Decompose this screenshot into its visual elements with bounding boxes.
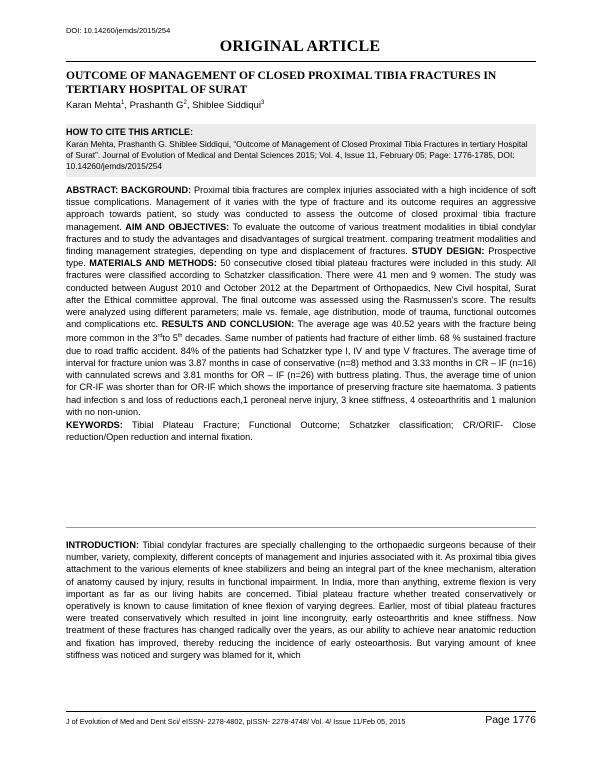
author-list: Karan Mehta$^1$, Prashanth $G^2$, Shiblee Siddiqui$^3$ [66,100,265,112]
design-label: STUDY DESIGN: [411,246,485,257]
background-text: Proximal tibia fractures are complex injuries associated with a high incidence of soft tissue complications. Management of it varies with the type of fracture and its outcome requires an aggressive approach towards patient, so study was conducted to assess the outcome of closed proximal tibia fracture management. [66,185,536,232]
author-affiliation-mark: 1 [120,100,125,106]
author-name: Prashanth G [129,100,184,112]
abstract-label: ABSTRACT: [66,185,119,195]
methods-label: MATERIALS AND METHODS: [89,258,217,269]
article-title: OUTCOME OF MANAGEMENT OF CLOSED PROXIMAL TIBIA FRACTURES IN TERTIARY HOSPITAL OF SURAT [66,69,497,96]
author-affiliation-mark: 3 [261,100,265,106]
article-type-heading: ORIGINAL ARTICLE [219,38,381,55]
keywords-block [66,419,536,443]
introduction [66,539,536,661]
results-text: decades. Same number of patients had fracture of either limb. 68 % sustained fracture due to road traffic accident. 84% of the patients had Schatzker type I, IV and type V fractures. The average time of interval for fracture union was 3.87 months in case of conservative (n=8) method and 3.33 months in CR – IF (n=16) with cannulated screws and 3.81 months for OR – IF (n=26) with buttress plating. Thus, the average time of union for CR-IF was shorter than for OR-IF which shows the importance of preserving fracture site haematoma. 3 patients had infection s and loss of reductions each,1 peroneal nerve injury, 3 knee stiffness, 4 osteoarthritis and 1 malunion with no non-union. [66,333,536,417]
footer-divider [66,711,536,712]
aims-label: AIM AND OBJECTIVES: [125,221,230,232]
introduction-text: Tibial condylar fractures are specially challenging to the orthopaedic surgeons because of their number, variety, complexity, different concepts of management and injuries associated with it. As proximal tibia gives attachment to the various elements of knee stabilizers and being an integral part of the knee mechanism, alteration of anatomy caused by injury, results in functional impairment. In India, more than anything, extreme flexion is very important as far as our living habits are concerned. Tibial plateau fracture whether treated conservatively or operatively is known to cause limitation of knee flexion of varying degrees. Earlier, most of tibial plateau fractures were treated conservatively which resulted in joint line incongruity, early osteoarthritis and knee stiffness. Now treatment of these fractures has changed radically over the years, as our ability to achieve near anatomic reduction and fixation has improved, thereby reducing the incidence of early osteoarthosis. But varying amount of knee stiffness was noticed and surgery was blamed for it, which [66,540,536,660]
citation-text: Karan Mehta, Prashanth G. Shiblee Siddiqui, “Outcome of Management of Closed Proximal Tibia Fractures in tertiary Hospital of Surat”. Journal of Evolution of Medical and Dental Sciences 2015; Vol. 4, Issue 11, February 05; Page: 1776-1785, DOI: 10.14260/jemds/2015/254 [66,139,528,172]
aims-text: To evaluate the outcome of various treatment modalities in tibial condylar fractures and to study the advantages and disadvantages of surgical treatment. comparing treatment modalities and finding management strategies, depending on type and displacement of fractures. [66,221,536,257]
doi-label: DOI: 10.14260/jemds/2015/254 [66,26,171,35]
header-divider [66,61,536,62]
abstract [66,184,536,443]
results-text: to 5 [162,333,178,344]
section-divider [66,527,536,528]
introduction-label: INTRODUCTION: [66,540,139,550]
superscript: th [177,333,183,340]
journal-footer: J of Evolution of Med and Dent Sci/ eISSN- 2278-4802, pISSN- 2278-4748/ Vol. 4/ Issue 11/Feb 05, 2015 [66,717,406,726]
methods-text: 50 consecutive closed tibial plateau fractures were included in this study. All fractures were classified according to Schatzker classification. There were 41 men and 9 women. The study was conducted between August 2010 and October 2012 at the Department of Orthopaedics, New Civil hospital, Surat after the Ethical committee approval. The final outcome was assessed using the Rasmussen's score. The results were analyzed using different parameters; male vs. female, age distribution, mode of trauma, functional outcomes and complications etc. [66,258,536,330]
superscript: rd [157,333,163,340]
results-text: The average age was 40.52 years with the fracture being more common in the 3 [66,319,536,344]
author-affiliation-mark: 2 [183,100,187,106]
design-text: Prospective type. [66,246,536,269]
results-label: RESULTS AND CONCLUSION: [161,319,295,330]
author-name: Shiblee Siddiqui [192,100,261,112]
keywords-text: Tibial Plateau Fracture; Functional Outcome; Schatzker classification; CR/ORIF- Close reduction/Open reduction and internal fixation. [66,419,536,443]
page-number: Page 1776 [485,714,536,726]
citation-heading: HOW TO CITE THIS ARTICLE: [66,127,193,137]
background-label: BACKGROUND: [121,185,192,195]
keywords-label: KEYWORDS: [66,419,123,430]
author-name: Karan Mehta [66,100,121,112]
